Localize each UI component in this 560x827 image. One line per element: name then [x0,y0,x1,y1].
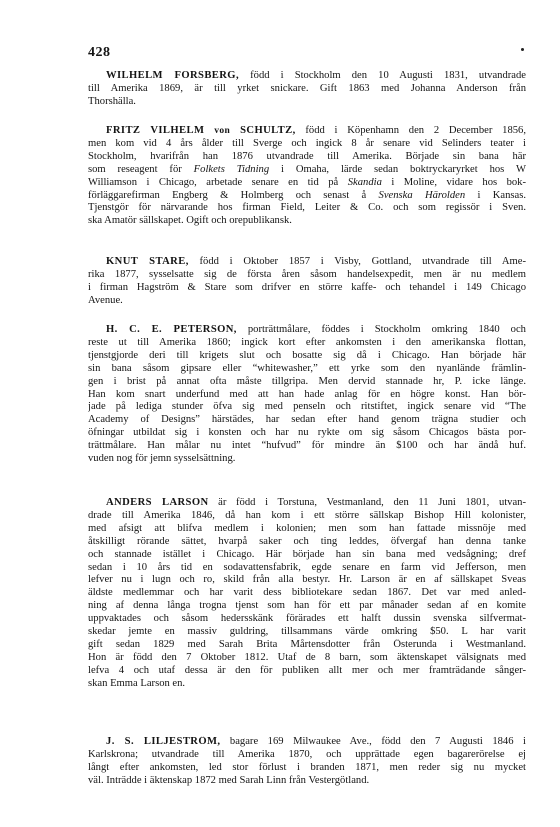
ink-speck [521,48,524,51]
entry-name: WILHELM FORSBERG, [106,70,239,81]
entry-line: uppvaktades och såsom hedersskänk förärades ett halft dussin svenska silfvermat- [88,613,526,625]
entry-line: Thorshälla. [88,95,136,107]
entry-line: och stannade istället i Chicago. Här började han sin bana med vedsågning; dref [88,548,526,560]
entry-line: trättmålare. Han målar nu intet “hufvud” för mindre än $100 och har ändå huf. [88,440,526,452]
entry-line: Hon är född den 7 Oktober 1812. Utaf de 8 barn, som äktenskapet välsignats med [88,651,526,663]
entry-first-line: FRITZ VILHELM von SCHULTZ, född i Köpenhamn den 2 December 1856, [106,125,526,136]
entry-line: Stockholm, hvarifrån han 1876 utvandrade till Amerika. Började sin bana här [88,150,526,162]
entry-name: ANDERS LARSON [106,497,209,508]
entry-line: skedar jemte en massiv guldring, tillsammans värde omkring $50. L har varit [88,626,526,638]
entry-line: Tjenstgör för närvarande hos firman Field, Leiter & Co. och som regissör i Sven. [88,202,526,214]
entry-line: med afsigt att blifva medlem i kolonien; men som han fattade missnöje med [88,522,526,534]
newspaper-title: Svenska Härolden [378,189,466,201]
entry-line: ska Amatör sällskapet. Ogift och orepublikansk. [88,215,292,227]
entry-line: gift sedan 1829 med Sarah Brita Mårtensdotter från Österunda i Westmanland. [88,638,526,650]
entry-line: förläggarefirman Engberg & Holmberg och senast å Svenska Härolden i Kansas. [88,189,526,201]
entry-j-s-liljestrom [88,736,526,788]
entry-line: som reseagent för Folkets Tidning i Omaha, lärde sedan boktryckaryrket hos W [88,163,526,175]
page-number: 428 [88,45,111,60]
entry-line: Academy of Designs” härstädes, har sedan efter hand genom trägna studier och [88,414,526,426]
entry-line: ning af denna långa trogna tjenst som han för ett par månader sedan af en komite [88,600,526,612]
entry-line: vuden nog för jemn sysselsättning. [88,453,236,465]
newspaper-title: Skandia [347,176,382,188]
entry-line: skan Emma Larson en. [88,677,186,689]
entry-first-line: H. C. E. PETERSON, porträttmålare, föddes i Stockholm omkring 1840 och [106,324,526,335]
entry-name: FRITZ VILHELM [106,125,205,136]
entry-first-line: ANDERS LARSON är född i Torstuna, Vestmanland, den 11 Juni 1801, utvan- [106,497,526,508]
entry-line: öfningar utbildat sig i konsten och har nu rykte om sig såsom Chicagos bästa por- [88,427,526,439]
entry-anders-larson [88,497,526,691]
entry-first-line: J. S. LILJESTRÖM, bagare 169 Milwaukee Ave., född den 7 Augusti 1846 i [106,736,526,747]
entry-line: åtskilligt rörande sättet, hvarpå saker och ting leddes, öfvergaf han denna tanke [88,535,526,547]
entry-knut-stare [88,256,526,308]
entry-name: J. S. LILJESTRÖM, [106,736,221,747]
entry-line: tjenstgjorde deri till krigets slut och bosatte sig då i Chicago. Han började här [88,349,526,361]
entry-line: Avenue. [88,294,123,306]
entry-first-line: KNUT STARE, född i Oktober 1857 i Visby, Gottland, utvandrade till Ame- [106,256,526,267]
entry-line: rika 1877, sysselsatte sig de första åren såsom handelsexpedit, men är nu medlem [88,268,526,280]
entry-fritz-vilhelm-von-schultz [88,125,526,228]
entry-line: sedan i 10 års tid en sodavattensfabrik, egde senare en farm vid Jefferson, men [88,561,526,573]
entry-line: men kom vid 4 års ålder till Sverge och ingick 8 år senare vid Selinders teater i [88,137,526,149]
entry-line: väl. Inträdde i äktenskap 1872 med Sarah Linn från Vestergötland. [88,774,370,786]
entry-line: lefva 4 och utaf dessa är den för publiken allt mer och mer framträdande sånger- [88,664,526,676]
entry-name: H. C. E. PETERSON, [106,324,237,335]
entry-line: långt efter ankomsten, led stor förlust i branden 1871, men reder sig nu mycket [88,761,526,773]
entry-wilhelm-forsberg [88,70,526,109]
entry-line: i firman Hagström & Stare som drifver en större kaffe- och tehandel i 149 Chicago [88,281,526,293]
entry-line: Williamson i Chicago, arbetade senare en tid på Skandia i Moline, vidare hos bok- [88,176,526,188]
entry-line: jade på lediga stunder öfva sig med penseln och ritstiftet, ingick senare vid “The [88,401,526,413]
entry-first-line: WILHELM FORSBERG, född i Stockholm den 10 Augusti 1831, utvandrade [106,70,526,81]
entry-name: KNUT STARE, [106,256,189,267]
entry-line: Han kom snart underfund med att han hade anlag för en högre konst. Han bör- [88,388,526,400]
entry-line: reste ut till Amerika 1860; ingick kort efter ankomsten i den amerikanska flottan, [88,336,526,348]
entry-line: till Amerika 1869, är till yrket snickare. Gift 1863 med Johanna Anderson från [88,82,526,94]
entry-line: drade till Amerika 1846, då han kom i ett större sällskap Bishop Hill kolonister, [88,509,526,521]
entry-line: Karlskrona; utvandrade till Amerika 1870, och upprättade egen bagarerörelse ej [88,748,526,760]
entry-line: gen i brist på annat ofta måste tillgripa. Men dervid stannade hr, P. icke länge. [88,375,526,387]
entry-line: sin bana såsom gipsare eller “whitewasher,” ett yrke som den nyanlände främlin- [88,362,526,374]
newspaper-title: Folkets Tidning [193,163,270,175]
entry-line: lefver nu i lugn och ro, skild från alla bestyr. Hr. Larson är en af sällskapet Sveas [88,574,526,586]
entry-h-c-e-peterson [88,324,526,466]
entry-line: äldste medlemmar och har varit dess bibliotekare sedan 1867. Det var med anled- [88,587,526,599]
